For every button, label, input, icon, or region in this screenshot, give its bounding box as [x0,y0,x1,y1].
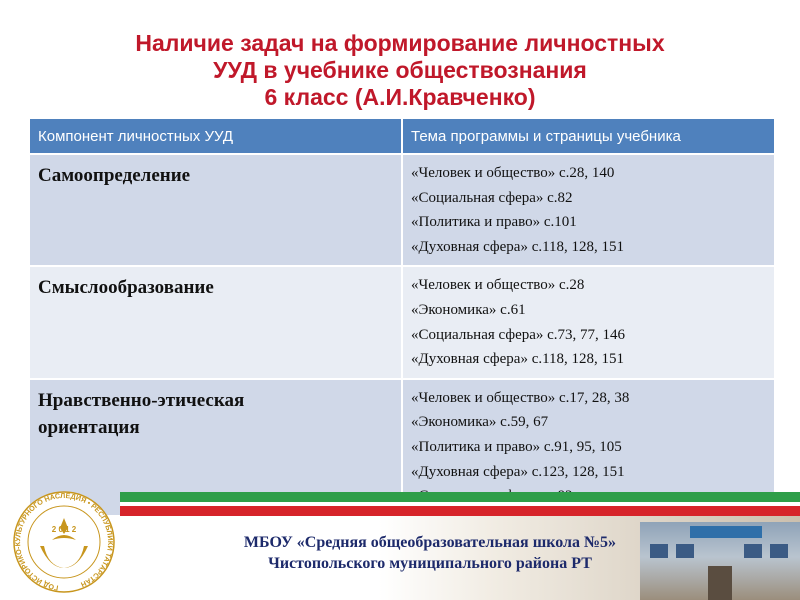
column-header-component: Компонент личностных УУД [30,119,402,154]
page-ref: «Духовная сфера» с.118, 128, 151 [411,238,625,255]
column-header-pages: Тема программы и страницы учебника [402,119,774,154]
component-cell [30,266,402,378]
flag-stripe-green [120,492,800,502]
page-ref: «Человек и общество» с.28, 140 [411,165,615,181]
page-ref: «Социальная сфера» с.82 [411,189,573,206]
uud-table [30,119,774,515]
table-row [30,154,774,266]
page-ref: «Экономика» с.59, 67 [411,414,549,431]
emblem-ring-text: ГОД ИСТОРИКО-КУЛЬТУРНОГО НАСЛЕДИЯ • РЕСПУБЛИКИ ТАТАРСТАН [12,490,116,593]
component-label: Нравственно-этическая [38,389,245,411]
component-label: ориентация [38,416,140,438]
school-name-line-2: Чистопольского муниципального района РТ [268,555,592,572]
footer-banner [0,492,800,600]
building-door [708,566,732,600]
component-label: Смыслообразование [38,277,214,299]
pages-cell [402,266,774,378]
table-header-row [30,119,774,154]
flag-stripe-red [120,506,800,516]
school-name [150,532,710,574]
emblem-year: 2 0 1 2 [51,525,77,534]
page-ref: «Политика и право» с.101 [411,214,577,231]
page-ref: «Социальная сфера» с.73, 77, 146 [411,326,626,343]
heritage-year-emblem-icon [8,488,120,596]
page-ref: «Политика и право» с.91, 95, 105 [411,438,622,455]
building-window [770,544,788,558]
title-line-2: УУД в учебнике обществознания [213,57,587,83]
pages-cell [402,154,774,266]
school-name-line-1: МБОУ «Средняя общеобразовательная школа №5» [243,534,617,551]
table-row [30,266,774,378]
page-ref: «Духовная сфера» с.123, 128, 151 [411,463,625,480]
title-line-1: Наличие задач на формирование личностных [135,30,665,56]
page-ref: «Человек и общество» с.28 [411,277,585,294]
component-label: Самоопределение [38,165,191,186]
page-title [0,30,800,111]
component-cell [30,154,402,266]
title-line-3: 6 класс (А.И.Кравченко) [264,84,536,110]
page-ref: «Человек и общество» с.17, 28, 38 [411,389,630,406]
page-ref: «Духовная сфера» с.118, 128, 151 [411,351,625,368]
building-window [744,544,762,558]
page-ref: «Экономика» с.61 [411,301,526,318]
